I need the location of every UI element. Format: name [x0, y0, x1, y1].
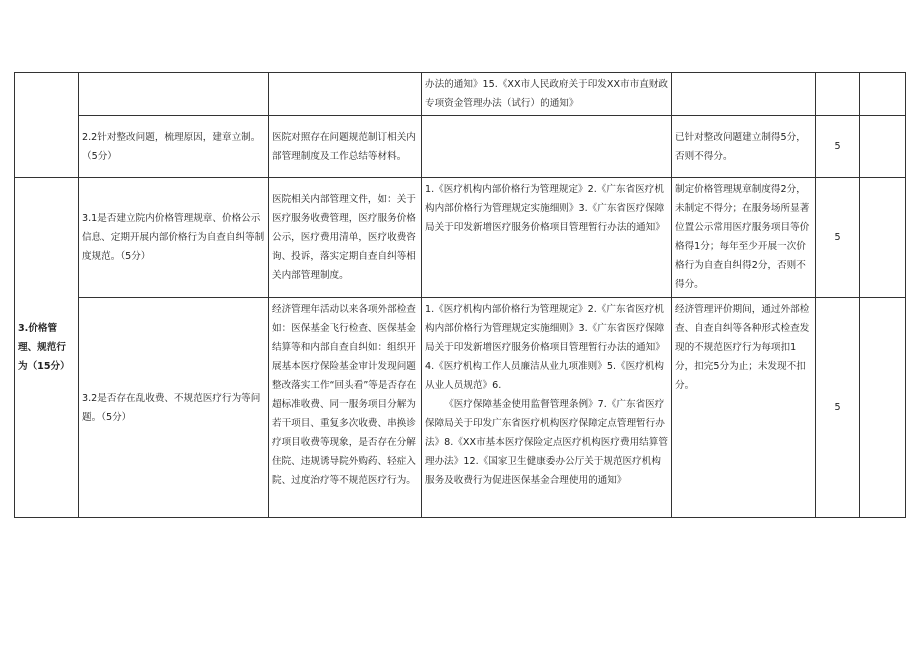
table-row [15, 178, 906, 298]
item-cell: 2.2针对整改问题，梳理原因，建章立制。（5分） [79, 116, 269, 178]
extra-cell [860, 116, 906, 178]
basis-cell: 办法的通知》15.《XX市人民政府关于印发XX市市直财政专项资金管理办法（试行）的通知》 [422, 73, 672, 116]
basis-text-part1: 1.《医疗机构内部价格行为管理规定》2.《广东省医疗机构内部价格行为管理规定实施细则》3.《广东省医疗保障局关于印发新增医疗服务价格项目管理暂行办法的通知》4.《医疗机构工作人员廉洁从业九项准则》5.《医疗机构从业人员规范》6. [425, 304, 665, 391]
criteria-cell: 制定价格管理规章制度得2分，未制定不得分；在服务场所显著位置公示常用医疗服务项目等价格得1分；每年至少开展一次价格行为自查自纠得2分，否则不得分。 [672, 178, 816, 298]
score-cell: 5 [816, 298, 860, 518]
extra-cell [860, 178, 906, 298]
extra-cell [860, 298, 906, 518]
score-cell: 5 [816, 116, 860, 178]
method-cell: 经济管理年活动以来各项外部检查如：医保基金飞行检查、医保基金结算等和内部自查自纠如：组织开展基本医疗保险基金审计发现问题整改落实工作“回头看”等是否存在超标准收费、同一服务项目分解为若干项目、重复多次收费、串换诊疗项目收费等现象，是否存在分解住院、违规诱导院外购药、轻症入院、过度治疗等不规范医疗行为。 [269, 298, 422, 518]
basis-text-part2: 《医疗保障基金使用监督管理条例》7.《广东省医疗保障局关于印发广东省医疗机构医疗保障定点管理暂行办法》8.《XX市基本医疗保险定点医疗机构医疗费用结算管理办法》12.《国家卫生健康委办公厅关于规范医疗机构服务及收费行为促进医保基金合理使用的通知》 [425, 399, 668, 486]
criteria-cell: 经济管理评价期间，通过外部检查、自查自纠等各种形式检查发现的不规范医疗行为每项扣1分，扣完5分为止；未发现不扣分。 [672, 298, 816, 518]
score-cell [816, 73, 860, 116]
basis-cell [422, 298, 672, 518]
item-cell [79, 73, 269, 116]
method-cell: 医院相关内部管理文件，如：关于医疗服务收费管理，医疗服务价格公示，医疗费用清单，医疗收费咨询、投诉，落实定期自查自纠等相关内部管理制度。 [269, 178, 422, 298]
basis-cell: 1.《医疗机构内部价格行为管理规定》2.《广东省医疗机构内部价格行为管理规定实施细则》3.《广东省医疗保障局关于印发新增医疗服务价格项目管理暂行办法的通知》 [422, 178, 672, 298]
method-cell: 医院对照存在问题规范制订相关内部管理制度及工作总结等材料。 [269, 116, 422, 178]
criteria-cell: 已针对整改问题建立制得5分，否则不得分。 [672, 116, 816, 178]
extra-cell [860, 73, 906, 116]
item-cell: 3.2是否存在乱收费、不规范医疗行为等问题。（5分） [79, 298, 269, 518]
table-row [15, 116, 906, 178]
category-cell [15, 73, 79, 178]
table-row [15, 298, 906, 518]
item-cell: 3.1是否建立院内价格管理规章、价格公示信息、定期开展内部价格行为自查自纠等制度规范。（5分） [79, 178, 269, 298]
criteria-cell [672, 73, 816, 116]
basis-cell [422, 116, 672, 178]
method-cell [269, 73, 422, 116]
table-row [15, 73, 906, 116]
evaluation-table [14, 72, 906, 518]
score-cell: 5 [816, 178, 860, 298]
category-cell: 3.价格管理、规范行为（15分） [15, 178, 79, 518]
